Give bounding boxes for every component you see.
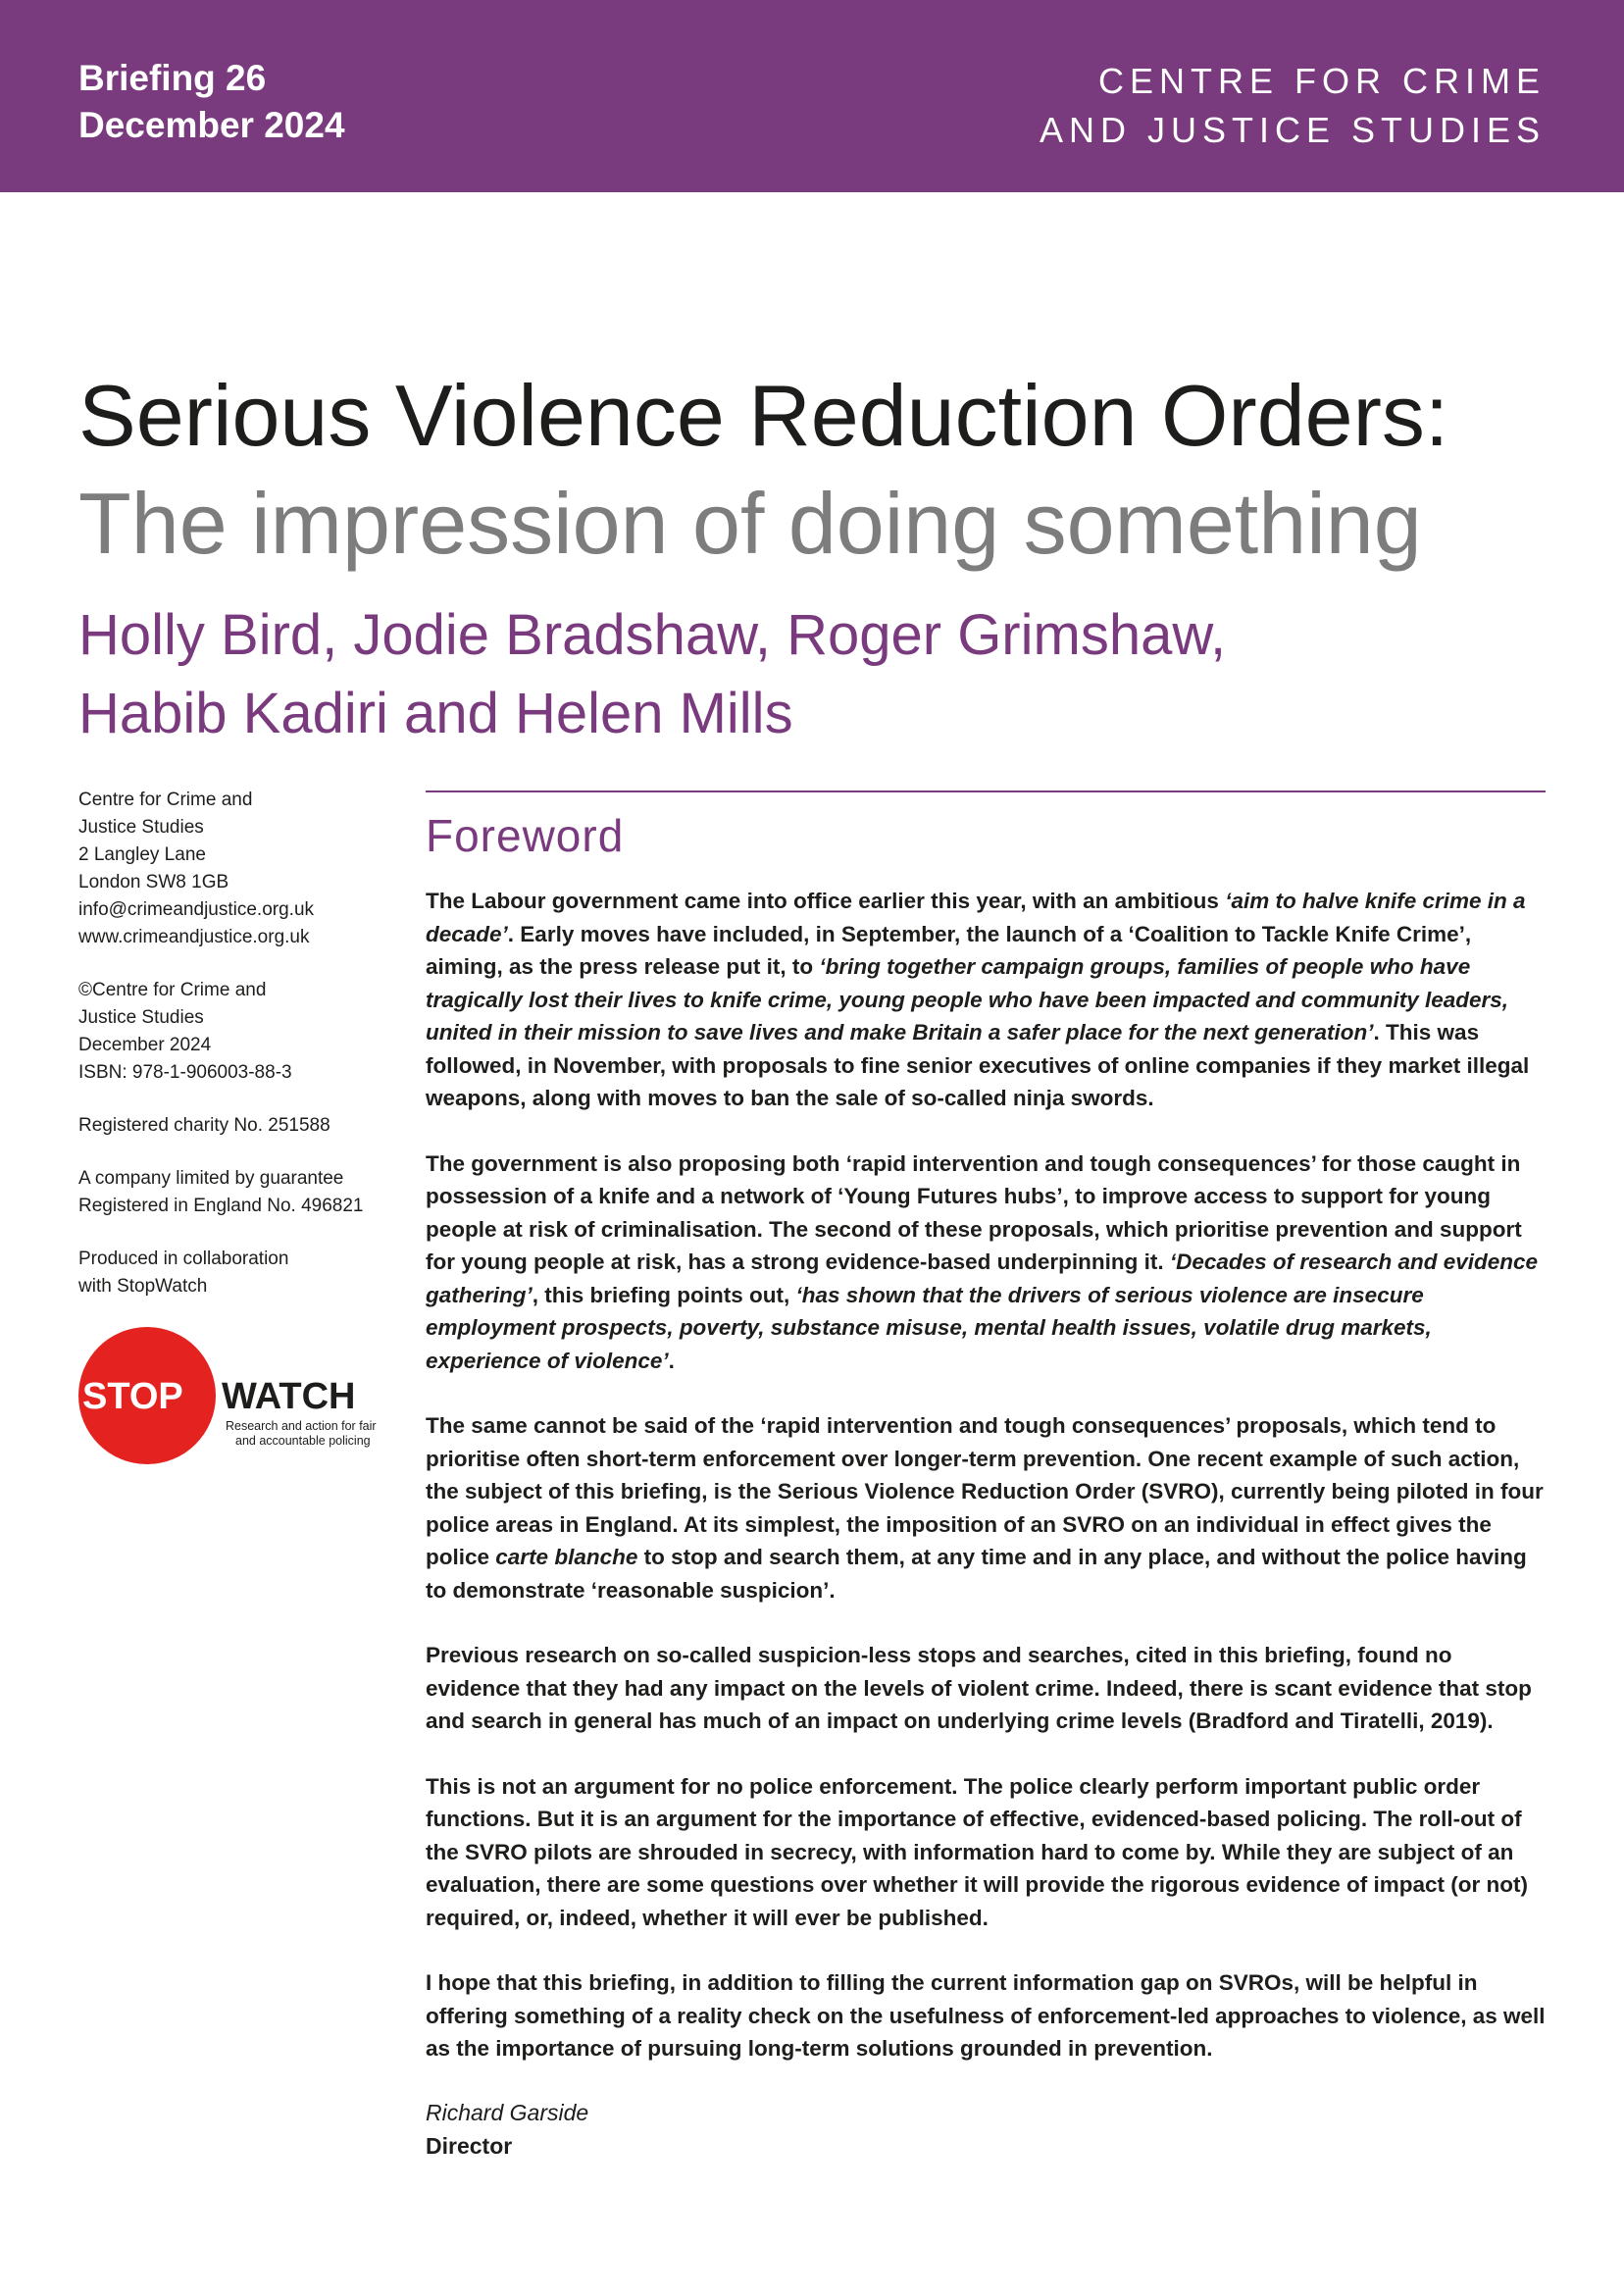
foreword-paragraph: The government is also proposing both ‘rapid intervention and tough consequences’ for those caught in possession of a knife and a network of ‘Young Futures hubs’, to improve access to support for young people at risk of criminalisation. The second of these proposals, which prioritise prevention and support for young people at risk, has a strong evidence-based underpinning it. ‘Decades of research and evidence gathering’, this briefing points out, ‘has shown that the drivers of serious violence are insecure employment prospects, poverty, substance misuse, mental health issues, volatile drug markets, experience of violence’.	[426, 1150, 1539, 1373]
charity-block	[78, 1112, 402, 1140]
page-subtitle: The impression of doing something	[78, 475, 1422, 572]
signature-block	[426, 2096, 588, 2163]
briefing-date: December 2024	[78, 105, 345, 145]
briefing-number: Briefing 26	[78, 58, 267, 98]
org-line-1: CENTRE FOR CRIME	[1098, 61, 1546, 101]
charity-number: Registered charity No. 251588	[78, 1115, 330, 1136]
copyright-line: December 2024	[78, 1035, 212, 1055]
signature-name: Richard Garside	[426, 2100, 589, 2125]
page-title: Serious Violence Reduction Orders:	[78, 367, 1449, 464]
foreword-paragraph: Previous research on so-called suspicion-less stops and searches, cited in this briefing, found no evidence that they had any impact on the levels of violent crime. Indeed, there is scant evidence that stop and search in general has much of an impact on underlying crime levels (Bradford and Tiratelli, 2019).	[426, 1643, 1532, 1733]
collaboration-block	[78, 1246, 402, 1300]
organisation-name	[1040, 57, 1546, 155]
stopwatch-logo	[78, 1322, 392, 1469]
address-line: 2 Langley Lane	[78, 844, 206, 865]
collab-line: with StopWatch	[78, 1276, 208, 1297]
foreword-body	[426, 885, 1548, 2098]
signature-role: Director	[426, 2133, 513, 2159]
address-line: London SW8 1GB	[78, 872, 229, 892]
foreword-divider	[426, 790, 1546, 792]
foreword-paragraph: The Labour government came into office earlier this year, with an ambitious ‘aim to halve knife crime in a decade’. Early moves have included, in September, the launch of a ‘Coalition to Tackle Knife Crime’, aiming, as the press release put it, to ‘bring together campaign groups, families of people who have tragically lost their lives to knife crime, young people who have been impacted and community leaders, united in their mission to save lives and make Britain a safer place for the next generation’. This was followed, in November, with proposals to fine senior executives of online companies if they market illegal weapons, along with moves to ban the sale of so-called ninja swords.	[426, 889, 1530, 1110]
authors	[78, 596, 1226, 753]
org-line-2: AND JUSTICE STUDIES	[1039, 110, 1546, 150]
foreword-paragraph: This is not an argument for no police enforcement. The police clearly perform important public order functions. But it is an argument for the importance of effective, evidenced-based policing. The roll-out of the SVRO pilots are shrouded in secrecy, with information hard to come by. While they are subject of an evaluation, there are some questions over whether it will provide the rigorous evidence of impact (or not) required, or, indeed, whether it will ever be published.	[426, 1773, 1528, 1930]
authors-line-2: Habib Kadiri and Helen Mills	[78, 682, 793, 745]
copyright-block	[78, 977, 402, 1087]
company-line: Registered in England No. 496821	[78, 1196, 364, 1216]
collab-line: Produced in collaboration	[78, 1249, 289, 1269]
sidebar	[78, 787, 402, 1326]
copyright-line: Justice Studies	[78, 1007, 204, 1028]
foreword-paragraph: I hope that this briefing, in addition to filling the current information gap on SVROs, will be helpful in offering something of a reality check on the usefulness of enforcement-led approaches to violence, as well as the importance of pursuing long-term solutions grounded in prevention.	[426, 1970, 1546, 2061]
header-band	[0, 0, 1624, 192]
stopwatch-logo-tagline: Research and action for fair	[226, 1419, 377, 1433]
briefing-info	[78, 55, 345, 149]
email-link[interactable]: info@crimeandjustice.org.uk	[78, 899, 315, 920]
isbn: ISBN: 978-1-906003-88-3	[78, 1062, 292, 1083]
address-line: Centre for Crime and	[78, 790, 253, 810]
stopwatch-logo-watch: WATCH	[222, 1376, 356, 1417]
copyright-line: ©Centre for Crime and	[78, 980, 267, 1000]
website-link[interactable]: www.crimeandjustice.org.uk	[78, 927, 310, 947]
company-line: A company limited by guarantee	[78, 1168, 344, 1189]
stopwatch-logo-tagline: and accountable policing	[235, 1434, 371, 1448]
authors-line-1: Holly Bird, Jodie Bradshaw, Roger Grimshaw,	[78, 603, 1227, 667]
company-block	[78, 1165, 402, 1220]
foreword-heading: Foreword	[426, 810, 625, 861]
foreword-paragraph: The same cannot be said of the ‘rapid intervention and tough consequences’ proposals, which tend to prioritise often short-term enforcement over longer-term prevention. One recent example of such action, the subject of this briefing, is the Serious Violence Reduction Order (SVRO), currently being piloted in four police areas in England. At its simplest, the imposition of an SVRO on an individual in effect gives the police carte blanche to stop and search them, at any time and in any place, and without the police having to demonstrate ‘reasonable suspicion’.	[426, 1413, 1544, 1603]
address-block	[78, 787, 402, 951]
stopwatch-logo-stop: STOP	[82, 1376, 183, 1417]
address-line: Justice Studies	[78, 817, 204, 838]
